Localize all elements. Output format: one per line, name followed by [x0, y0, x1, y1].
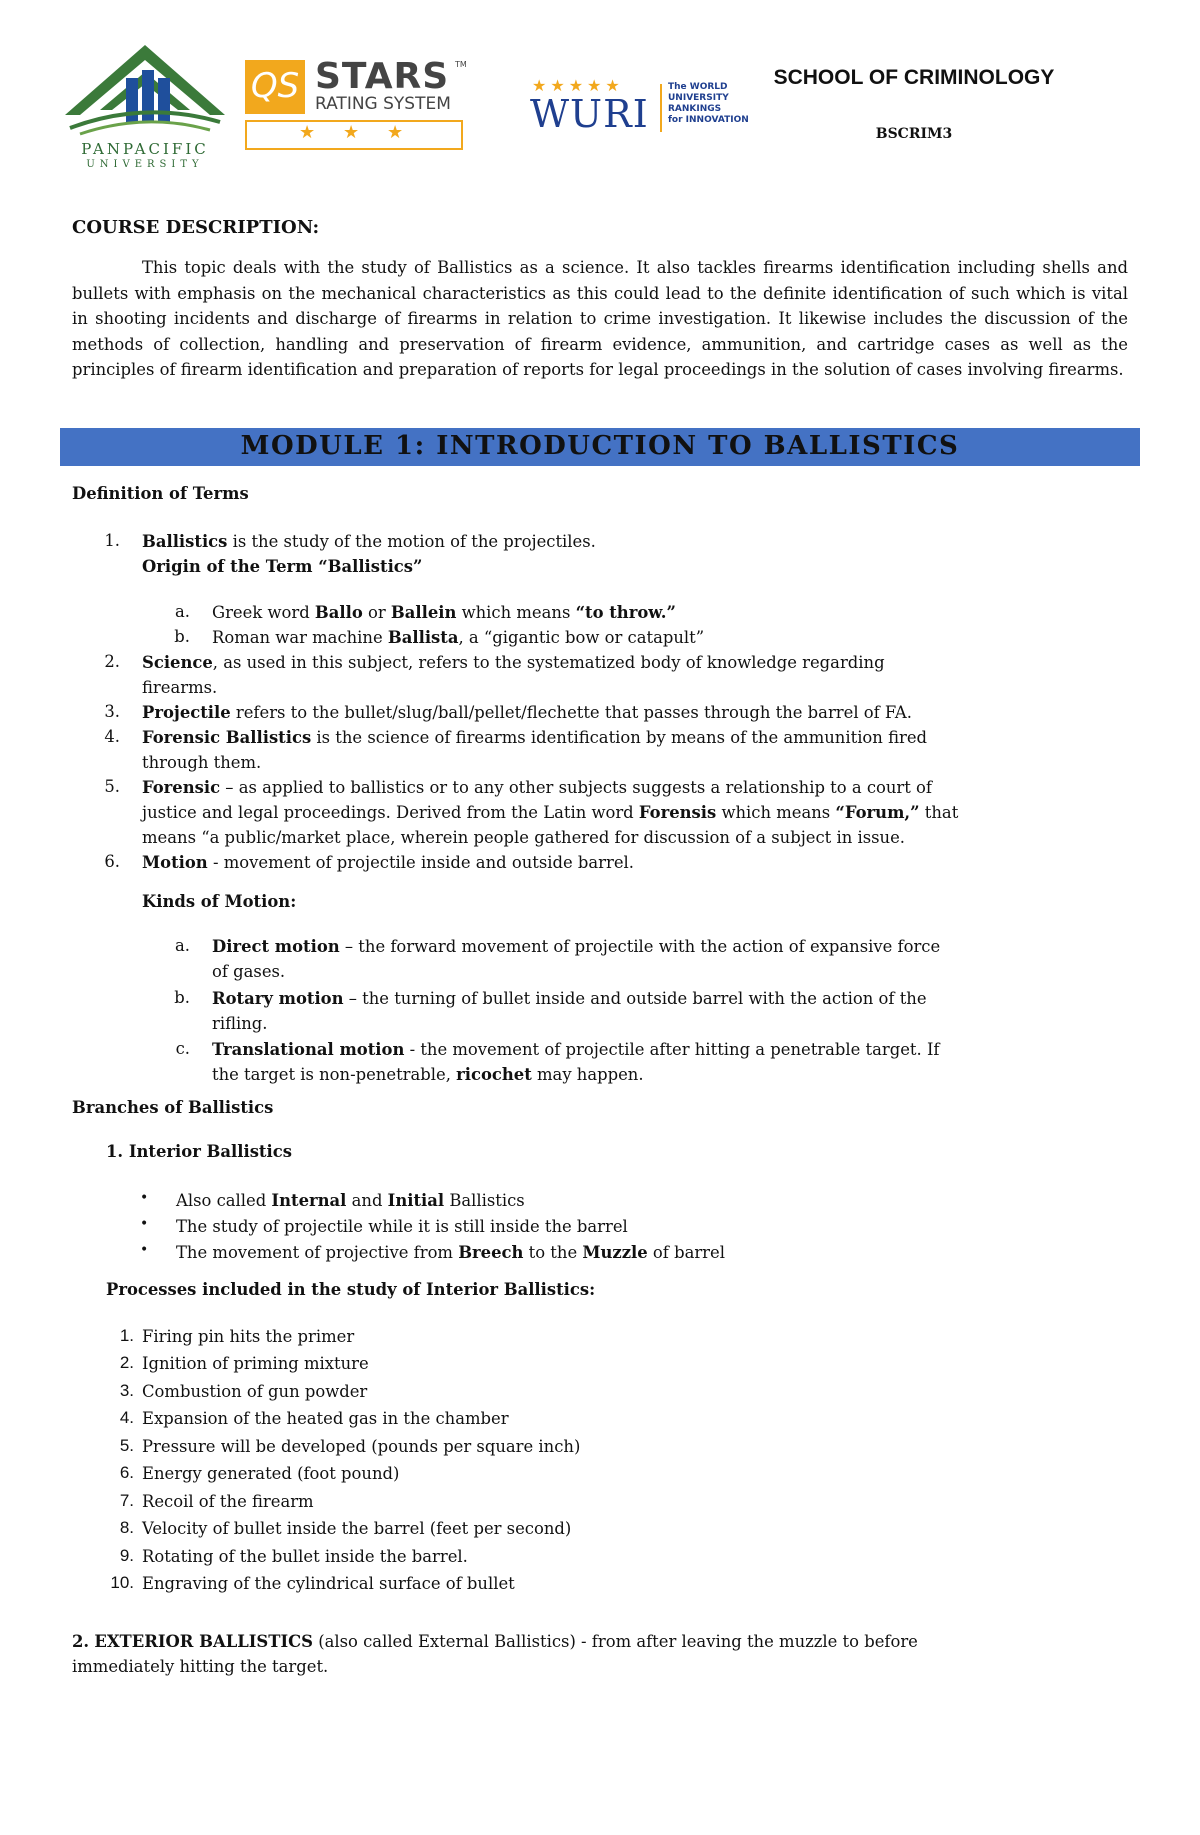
panpacific-logo-icon	[60, 40, 230, 140]
term-keyword: Science	[142, 653, 213, 672]
term-text: is the study of the motion of the projectiles.	[227, 532, 596, 551]
text: that	[919, 803, 959, 822]
process-item: Ignition of priming mixture	[142, 1354, 369, 1373]
text: Greek word	[212, 603, 315, 622]
term-2	[142, 652, 885, 674]
process-number: 4.	[119, 1408, 134, 1427]
text: which means	[716, 803, 836, 822]
term-text: , as used in this subject, refers to the systematized body of knowledge regarding	[212, 653, 885, 672]
module-title: MODULE 1: INTRODUCTION TO BALLISTICS	[240, 431, 960, 461]
course-description-text: This topic deals with the study of Ballistics as a science. It also tackles firearms identification including shells and bullets with emphasis on the mechanical characteristics as this could lead to the definite identification of such which is vital in shooting incidents and discharge of firearms in relation to crime investigation. It likewise includes the discussion of the methods of collection, handling and preservation of firearm evidence, ammunition, and cartridge cases as well as the principles of firearm identification and preparation of reports for legal proceedings in the solution of cases involving firearms.	[72, 258, 1128, 379]
origin-b	[212, 627, 704, 649]
panpacific-university: UNIVERSITY	[86, 159, 204, 170]
qs-stars-logo	[245, 56, 467, 150]
text: Ballistics	[444, 1191, 525, 1210]
exterior-number: 2.	[72, 1632, 90, 1651]
keyword: Initial	[387, 1191, 445, 1210]
qs-badge	[245, 60, 305, 114]
keyword: Rotary motion	[212, 989, 344, 1008]
term-number: 4.	[104, 727, 120, 746]
origin-letter: b.	[174, 627, 190, 646]
interior-heading: 1. Interior Ballistics	[106, 1142, 292, 1161]
text: Roman war machine	[212, 628, 388, 647]
wuri-stars: ★★★★★	[532, 76, 624, 95]
wuri-name: WURI	[530, 92, 649, 136]
keyword: ricochet	[456, 1065, 532, 1084]
kind-a	[212, 936, 940, 958]
keyword: Muzzle	[582, 1243, 648, 1262]
process-number: 2.	[119, 1353, 134, 1372]
term-5-cont	[142, 802, 958, 824]
term-text: – as applied to ballistics or to any other subjects suggests a relationship to a court of	[220, 778, 932, 797]
keyword: “to throw.”	[575, 603, 676, 622]
term-text: refers to the bullet/slug/ball/pellet/flechette that passes through the barrel of FA.	[230, 703, 912, 722]
process-number: 9.	[119, 1546, 134, 1565]
term-keyword: Motion	[142, 853, 208, 872]
bullet-dot-icon: •	[140, 1216, 149, 1232]
process-number: 3.	[119, 1381, 134, 1400]
wuri-logo	[530, 76, 770, 156]
qs-stars-title: STARS	[315, 56, 450, 97]
keyword: Direct motion	[212, 937, 340, 956]
course-description-heading: COURSE DESCRIPTION:	[72, 217, 320, 238]
keyword: Internal	[271, 1191, 347, 1210]
text: justice and legal proceedings. Derived from the Latin word	[142, 803, 639, 822]
text: , a “gigantic bow or catapult”	[458, 628, 705, 647]
keyword: Translational motion	[212, 1040, 405, 1059]
qs-rating-system: RATING SYSTEM	[315, 94, 451, 114]
course-description	[72, 255, 1128, 383]
process-item: Velocity of bullet inside the barrel (feet per second)	[142, 1519, 572, 1538]
exterior-ballistics	[72, 1631, 918, 1653]
module-title-bar	[60, 428, 1140, 466]
process-item: Pressure will be developed (pounds per square inch)	[142, 1437, 581, 1456]
process-item: Recoil of the firearm	[142, 1492, 314, 1511]
exterior-ballistics-cont: immediately hitting the target.	[72, 1657, 329, 1676]
panpacific-name: PANPACIFIC	[81, 140, 209, 158]
star-icon: ★	[343, 122, 360, 143]
text: and	[346, 1191, 388, 1210]
process-number: 5.	[119, 1436, 134, 1455]
term-keyword: Ballistics	[142, 532, 228, 551]
bullet-dot-icon: •	[140, 1190, 149, 1206]
wuri-tagline-1: The WORLD	[668, 82, 728, 92]
text: Also called	[176, 1191, 272, 1210]
origin-a	[212, 602, 676, 624]
term-5	[142, 777, 932, 799]
definition-heading: Definition of Terms	[72, 484, 249, 503]
process-item: Combustion of gun powder	[142, 1382, 368, 1401]
kind-letter: b.	[174, 988, 190, 1007]
term-4	[142, 727, 927, 749]
process-item: Engraving of the cylindrical surface of bullet	[142, 1574, 515, 1593]
process-item: Firing pin hits the primer	[142, 1327, 355, 1346]
wuri-divider	[660, 84, 662, 132]
bullet-dot-icon: •	[140, 1242, 149, 1258]
processes-heading: Processes included in the study of Interior Ballistics:	[106, 1280, 596, 1299]
star-icon: ★	[299, 122, 316, 143]
process-number: 10.	[110, 1573, 134, 1592]
term-keyword: Forensic Ballistics	[142, 728, 312, 747]
interior-bullet-1	[176, 1190, 525, 1212]
origin-letter: a.	[175, 602, 190, 621]
kind-letter: a.	[175, 936, 190, 955]
keyword: Forensis	[638, 803, 717, 822]
wuri-tagline-2: UNIVERSITY	[668, 93, 729, 103]
term-number: 6.	[104, 852, 120, 871]
term-6	[142, 852, 634, 874]
kind-a-cont: of gases.	[212, 962, 286, 981]
term-2-cont: firearms.	[142, 678, 218, 697]
kind-b-cont: rifling.	[212, 1014, 268, 1033]
text: or	[362, 603, 391, 622]
text: (also called External Ballistics) - from after leaving the muzzle to before	[313, 1632, 918, 1651]
process-number: 6.	[119, 1463, 134, 1482]
origin-heading: Origin of the Term “Ballistics”	[142, 557, 423, 576]
kind-c	[212, 1039, 939, 1061]
keyword: “Forum,”	[835, 803, 920, 822]
keyword: Ballo	[314, 603, 363, 622]
term-3	[142, 702, 912, 724]
document-header	[60, 40, 1140, 180]
term-1	[142, 531, 596, 553]
text: which means	[456, 603, 576, 622]
qs-trademark: TM	[455, 60, 467, 69]
term-number: 1.	[104, 531, 120, 550]
term-number: 2.	[104, 652, 120, 671]
process-number: 1.	[119, 1326, 134, 1345]
star-icon: ★	[387, 122, 404, 143]
process-item: Expansion of the heated gas in the chamber	[142, 1409, 509, 1428]
term-5-cont-2: means “a public/market place, wherein people gathered for discussion of a subject in issue.	[142, 828, 905, 847]
qs-star-bar	[245, 120, 463, 150]
text: may happen.	[531, 1065, 644, 1084]
term-number: 5.	[104, 777, 120, 796]
branches-heading: Branches of Ballistics	[72, 1098, 274, 1117]
term-keyword: Forensic	[142, 778, 221, 797]
text: – the forward movement of projectile with the action of expansive force	[339, 937, 941, 956]
process-number: 8.	[119, 1518, 134, 1537]
keyword: Ballein	[390, 603, 457, 622]
process-item: Rotating of the bullet inside the barrel.	[142, 1547, 468, 1566]
kinds-heading: Kinds of Motion:	[142, 892, 297, 911]
text: - the movement of projectile after hitting a penetrable target. If	[404, 1040, 940, 1059]
keyword: Breech	[458, 1243, 524, 1262]
process-item: Energy generated (foot pound)	[142, 1464, 400, 1483]
program-code: BSCRIM3	[875, 126, 953, 142]
text: The movement of projective from	[176, 1243, 459, 1262]
text: the target is non-penetrable,	[212, 1065, 457, 1084]
term-text: - movement of projectile inside and outside barrel.	[207, 853, 634, 872]
panpacific-logo	[60, 40, 230, 175]
wuri-tagline-4: for INNOVATION	[668, 115, 749, 125]
keyword: EXTERIOR BALLISTICS	[94, 1632, 314, 1651]
kind-b	[212, 988, 927, 1010]
qs-badge-text: QS	[250, 66, 300, 106]
interior-bullet-2: The study of projectile while it is still inside the barrel	[176, 1217, 628, 1236]
interior-bullet-3	[176, 1242, 725, 1264]
term-number: 3.	[104, 702, 120, 721]
wuri-tagline-3: RANKINGS	[668, 104, 722, 114]
term-4-cont: through them.	[142, 753, 262, 772]
kind-c-cont	[212, 1064, 644, 1086]
school-name: SCHOOL OF CRIMINOLOGY	[773, 66, 1055, 89]
process-number: 7.	[119, 1491, 134, 1510]
term-text: is the science of firearms identification by means of the ammunition fired	[311, 728, 928, 747]
term-keyword: Projectile	[142, 703, 231, 722]
text: to the	[523, 1243, 583, 1262]
text: – the turning of bullet inside and outside barrel with the action of the	[343, 989, 927, 1008]
kind-letter: c.	[175, 1039, 190, 1058]
text: of barrel	[647, 1243, 725, 1262]
keyword: Ballista	[387, 628, 459, 647]
